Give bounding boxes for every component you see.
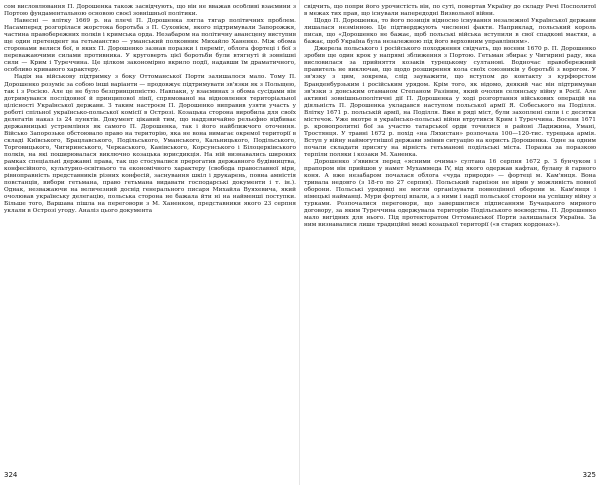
right-page-text <box>304 4 596 466</box>
page-number: 325 <box>582 471 596 479</box>
paragraph: Дорошенко з'явився перед «ясними очима» султана 16 серпня 1672 р. З бунчуком і прапором він прийшов у намет Мухаммеда IV, від якого одержав кафтан, булаву й гарного коня. А вже незабаром почалася облога «чуда природи» — фортеці м. Кам'янця. Вона тривала недовго (з 18-го по 27 серпня). Польський гарнізон не вірив у можливість повної оборони. Польські урядовці не могли організувати повноцінної оборони м. Кам'янця і німецькі найманці. Мури фортеці впали, а з ними і надії польської сторони на успішну війну з турками. Розпочалися переговори, що завершилися підписанням Бучацького мирного договору, за яким Туреччина одержувала територію Подільського воєводства. П. Дорошенко мало вигідних для нього. Під протекторатом Оттоманської Порти залишалася Україна. За ним визнавалися лише традиційні межі козацької території («в старих кордонах»). <box>304 159 596 229</box>
paragraph: Джерела польського і російського походження свідчать, що восени 1670 р. П. Дорошенко зробив ще один крок у напрямі зближення з Портою. Гетьман збирає у Чигирині раду, яка висловилася за прийняття козаків турецькому султанові. Водночас правобережний правитель не виключав, що щодо розширення кола своїх союзників у боротьбі з ворогом. У зв'язку з цим, зокрема, слід зауважити, що вступом до контакту з курфюрстом Бранденбурзьким і російським урядом. Крім того, як відомо, деякий час він підтримував зв'язки з донським отаманом Степаном Разіним, який очолив селянську війну в Росії. Але активні зовнішньополітичні дії П. Дорошенка у ході розгортання військових операцій на діяльність П. Дорошенка укладався наступом польської армії Я. Собеського на Поділля. Влітку 1671 р. польській армії, на Поділля. Вже в ряді міст, були захоплені сили і с десятки містечок. Уже вкотре в українсько-польські війни втрутився Крим і Туреччина. Восени 1671 р. кровопролитні бої за участю татарської орди точилися в районі Ладижина, Умані, Тростянця. У травні 1672 р. похід «на Ляхистан» розпочала 100—120-тис. турецька армія. Вступ у війну наймогутнішої держави змінив ситуацію на користь Дорошенка. Одне за одним почали складати присягу на вірність гетьманові подільські міста. Поразка за поразкою терпіли поляки і козаки М. Ханенка. <box>304 46 596 158</box>
right-page <box>304 4 596 480</box>
left-page-text <box>4 4 296 466</box>
left-page <box>4 4 296 480</box>
paragraph: Навесні — влітку 1669 р. на плечі П. Дорошенка лягла тягар політичних проблем. Насамперед розгорілася жорстока боротьба з П. Суховієм, якого підтримували Запорожжя, частина правобережних полків і кримська орда. Незабаром на політичну авансцену виступив ще один претендент на гетьманство — уманський полковник Михайло Ханенко. Між обома сторонами велися бої, в яких П. Дорошенко зазнав поразки і переміг, облога фортеці і бої з переважаючими силами противника. У круговерть цієї боротьби були втягнуті й зовнішні сили — Крим і Туреччина. Це цілком закономірно вкрило події, надавши їм драматичного, особливо кривавого характеру. <box>4 18 296 74</box>
paragraph: Надія на військову підтримку з боку Оттоманської Порти залишалося мало. Тому П. Дорошенко розуміє за собою інші варіанти — продовжує підтримувати зв'язки як з Польщею, так і з Росією. Але це не було безпринципністю. Навпаки, у взаєминах з обома сусідами він дотримувався послідовної й принципової лінії, спрямованої на відновлення територіальної цілісності Української держави. З таким настроєм П. Дорошенко виправив узяти участь у роботі спільної українсько-польської комісії в Острозі. Козацька сторона виробила для своїх делегатів наказ із 24 пунктів. Документ цікавий тим, що наддзвичайно рельєфно відбиває державницькі устремління як самого П. Дорошенка, так і його найближчого оточення. Військо Запорозьке обстоювало право на територію, яка не вона вимагає окремої території в складі Київського, Брацлавського, Подільського, Уманського, Кальницького, Подільського, Торговицького, Чигиринського, Черкаського, Канівського, Корсунського і Білоцерківського полків, на які поширювалася виключно козацька юрисдикція. На ній визнавались широких рамках спеціальні державні права, так що стосувалися прерогатив державного будівництва, конфесійного, культурно-освітнього та економічного характеру (свобода православної віри, рівноправність представників різних конфесій, заснування шкіл і друкарень, повна амністія повстанців, вибори гетьмана, право гетьмана видавати господарські документи і т. ін.). Однак, незважаючи на величезний досвід генерального писаря Михайла Вуяхевича, який очолював українську делегацію, польська сторона не бажала йти ні на найменші поступки. Більше того, Варшава пішла на переговори з М. Ханенком, представники якого 23 серпня уклали в Острозі угоду. Аналіз цього документа <box>4 74 296 215</box>
page-gutter <box>299 0 300 485</box>
paragraph: сом висловлювання П. Дорошенка також засвідчують, що він не вважав особливі взаємини з Портою фундаментальною основою своєї зовнішньої політики. <box>4 4 296 18</box>
paragraph: свідчить, що попри його урочистість він, по суті, повертав Україну до складу Речі Посполитої в межах тих прав, що існували напередодні Визвольної війни. <box>304 4 596 18</box>
paragraph: Щодо П. Дорошенка, то його позиція відносно існування незалежної Української держави лишалася незмінною. Це підтверджують численні факти. Наприклад, польський король писав, що «Дорошенко не бажає, щоб польські війська вступили в свої спадкові маєтки, а бажає, щоб Україна була незалежною під його верховним управлінням». <box>304 18 596 46</box>
page-number: 324 <box>4 471 18 479</box>
